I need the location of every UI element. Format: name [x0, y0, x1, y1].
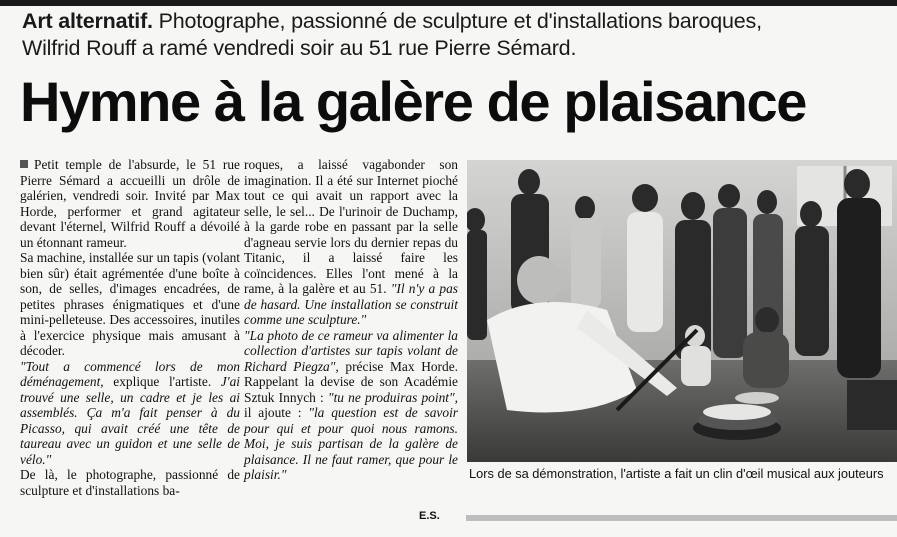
article-column-1	[20, 157, 240, 498]
bottom-rule	[466, 515, 897, 521]
kicker	[22, 8, 892, 62]
attribution-1: explique l'artiste.	[113, 374, 212, 389]
paragraph-6	[244, 328, 458, 483]
paragraph-2: Sa machine, installée sur un tapis (volant bien sûr) était agrémentée d'une boîte à son, de selles, d'images encadrées, de petites phrases énigmatiques et d'une mini-pelleteuse. Des accessoires, inutiles à l'exercice physique mais amusant à décoder.	[20, 250, 240, 358]
quote-1: "Tout a commencé lors de mon déménagement,	[20, 358, 240, 389]
quote-2: J'ai trouvé une selle, un cadre et je les ai assemblés. Ça m'a fait penser à du Picasso, qui avait créé une tête de taureau avec un guidon et une selle de vélo."	[20, 374, 240, 467]
kicker-line-1	[22, 8, 892, 35]
attribution-3: il ajoute :	[244, 405, 302, 420]
paragraph-5	[244, 157, 458, 328]
byline: E.S.	[419, 510, 440, 522]
paragraph-3	[20, 359, 240, 468]
paragraph-1-lead: Petit temple de l'absurde, le 51 rue Pierre Sémard a accueilli un drôle de galérien, vendredi soir.	[20, 157, 240, 203]
photo-illustration	[467, 160, 897, 462]
paragraph-1-bold: Invité par Max Horde, performer et grand agitateur devant l'éternel, Wilfrid Rouff a dévoilé un étonnant rameur.	[20, 188, 240, 250]
quote-5: "tu ne produiras point",	[327, 389, 458, 405]
photo-caption: Lors de sa démonstration, l'artiste a fait un clin d'œil musical aux jouteurs	[469, 466, 884, 481]
top-rule	[0, 0, 897, 6]
article-column-2	[244, 157, 458, 483]
kicker-label: Art alternatif.	[22, 9, 153, 33]
quote-4: "La photo de ce rameur va alimenter la collection d'artistes sur tapis volant de Richard Piegza",	[244, 327, 458, 374]
quote-6: "la question est de savoir pour qui et pour quoi nous ramons. Moi, je suis partisan de la galère de plaisance. Il ne faut ramer, que pour le plaisir."	[244, 405, 459, 482]
article-photo	[467, 160, 897, 462]
paragraph-1	[20, 157, 240, 250]
quote-3: "Il n'y a pas de hasard. Une installation se construit comme une sculpture."	[244, 281, 458, 327]
kicker-text-1: Photographe, passionné de sculpture et d'installations baroques,	[158, 9, 762, 33]
bullet-icon	[20, 160, 28, 168]
paragraph-4: De là, le photographe, passionné de sculpture et d'installations ba-	[20, 467, 240, 498]
paragraph-5-text: roques, a laissé vagabonder son imagination. Il a été sur Internet pioché tout ce qui avait un rapport avec la selle, le sel... De l'urinoir de Duchamp, à la garde robe en passant par la selle d'agneau servie lors du dernier repas du Titanic, il a laissé faire les coïncidences. Elles l'ont mené à la rame, à la galère et au 51.	[244, 157, 458, 296]
attribution-2: précise Max Horde. Rappelant la devise de son Académie Sztuk Innych :	[244, 358, 458, 405]
headline: Hymne à la galère de plaisance	[20, 70, 806, 133]
kicker-line-2: Wilfrid Rouff a ramé vendredi soir au 51 rue Pierre Sémard.	[22, 36, 577, 60]
